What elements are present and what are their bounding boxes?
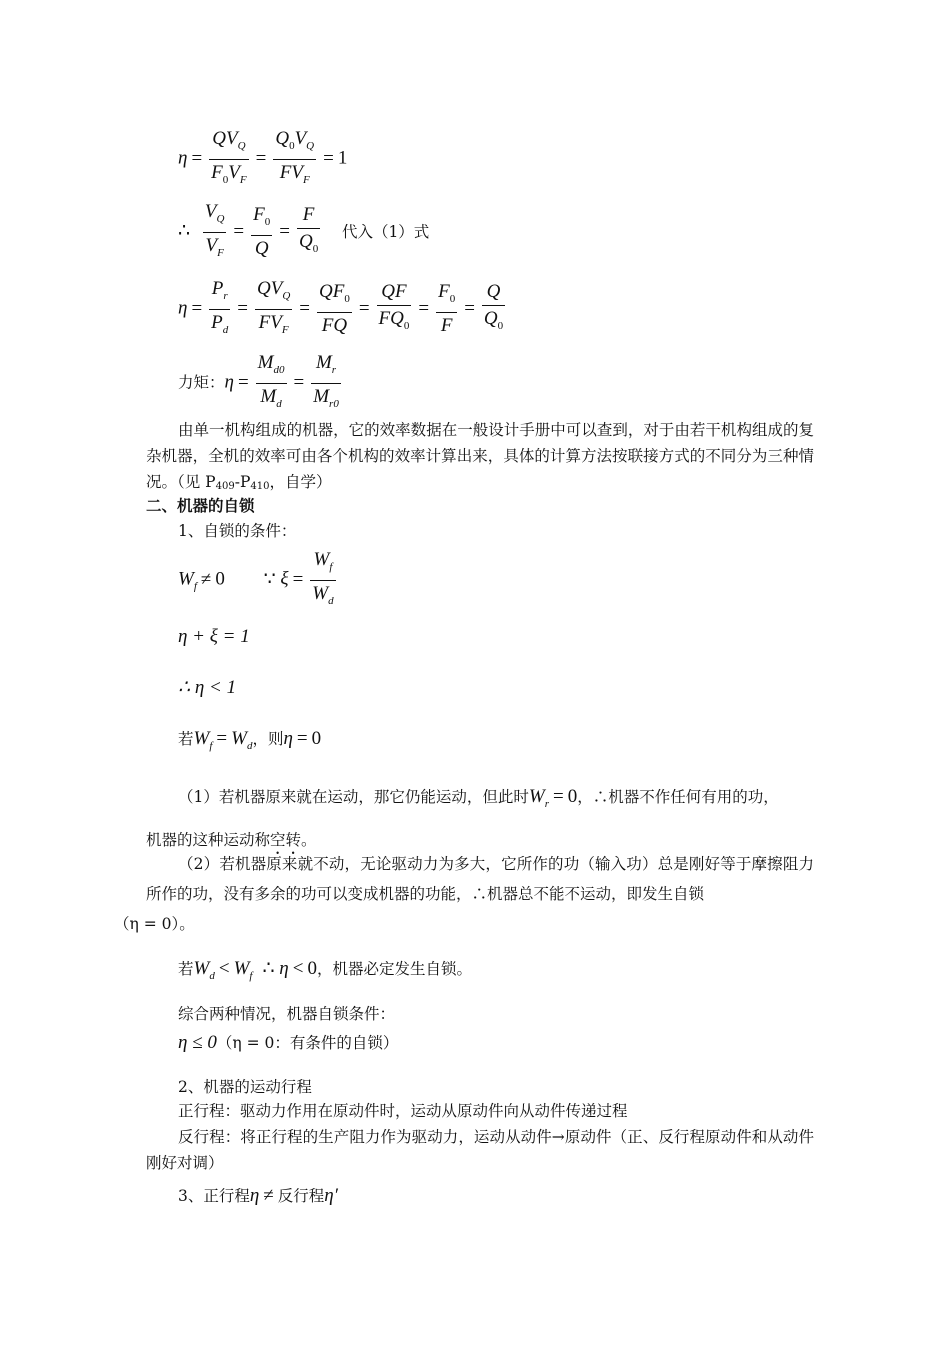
- equation-torque: 力矩：η = $\frac{M_{d0}}{M_d}$ = $\frac{M_r}{M_{r0}}$: [178, 352, 339, 410]
- equation-wd-lt-wf: 若$W_d < W_f$ ∴ η < 0，机器必定发生自锁。: [178, 958, 472, 982]
- eta-symbol: η: [178, 297, 188, 319]
- equation-efficiency-2: η = $\frac{P_r}{P_d}$ = $\frac{QV_Q}{FV_F}$ = $\frac{QF_0}{FQ}$ = $\frac{QF}{FQ_0}$ = $\frac{F_0}{F}$ = $\frac{Q}{Q_0}$: [178, 278, 504, 337]
- equation-result: 1: [337, 147, 348, 169]
- paragraph-self-locking: （2）若机器原来就不动，无论驱动力为多大，它所作的功（输入功）总是刚好等于摩擦阻力所作的功，没有多余的功可以变成机器的功能，∴机器总不能不运动，即发生自锁 （η = 0）。: [114, 855, 814, 933]
- combine-note: 综合两种情况，机器自锁条件：: [178, 1005, 396, 1023]
- section-title-self-locking: 二、机器的自锁: [146, 497, 255, 515]
- therefore-symbol: ∴: [178, 220, 191, 242]
- eta-symbol: η: [224, 371, 234, 393]
- item-self-locking-condition: 1、自锁的条件：: [178, 522, 297, 540]
- paragraph-machine-efficiency: 由单一机构组成的机器，它的效率数据在一般设计手册中可以查到，对于由若干机构组成的复杂机器，全机的效率可由各个机构的效率计算出来，具体的计算方法按联接方式的不同分为三种情况。（见 P409-P410，自学）: [146, 421, 814, 492]
- self-locking-condition: η ≤ 0（η = 0：有条件的自锁）: [178, 1032, 399, 1053]
- item-forward-neq-reverse: 3、正行程η ≠ 反行程η′: [178, 1185, 338, 1206]
- reverse-stroke: 反行程：将正行程的生产阻力作为驱动力，运动从动件→原动件（正、反行程原动件和从动件刚好对调）: [146, 1128, 814, 1172]
- item-motion-stroke: 2、机器的运动行程: [178, 1078, 312, 1096]
- forward-stroke: 正行程：驱动力作用在原动件时，运动从原动件向从动件传递过程: [178, 1102, 628, 1120]
- paragraph-idle-running: （1）若机器原来就在运动，那它仍能运动，但此时$W_r = 0$，∴机器不作任何有用的功， 机器的这种运动称空转。: [146, 786, 779, 849]
- equation-efficiency-1: η = $\frac{QV_Q}{F_0V_F}$ = $\frac{Q_0V_Q}{FV_F}$ = 1: [178, 128, 348, 186]
- torque-label: 力矩：: [178, 373, 225, 392]
- equation-ratio: ∴ $\frac{V_Q}{V_F}$ = $\frac{F_0}{Q}$ = $\frac{F}{Q_0}$ 代入（1）式: [178, 201, 430, 260]
- substitute-note: 代入（1）式: [341, 222, 430, 241]
- eta-symbol: η: [178, 147, 188, 169]
- equation-eta-lt-1: ∴ η < 1: [178, 677, 237, 698]
- equation-wf-nonzero: $W_f \ne 0$ ∵ ξ = $\frac{W_f}{W_d}$: [178, 549, 334, 607]
- equation-if-wf-eq-wd: 若$W_f = W_d$，则η = 0: [178, 728, 322, 752]
- equation-eta-plus-xi: η + ξ = 1: [178, 626, 250, 647]
